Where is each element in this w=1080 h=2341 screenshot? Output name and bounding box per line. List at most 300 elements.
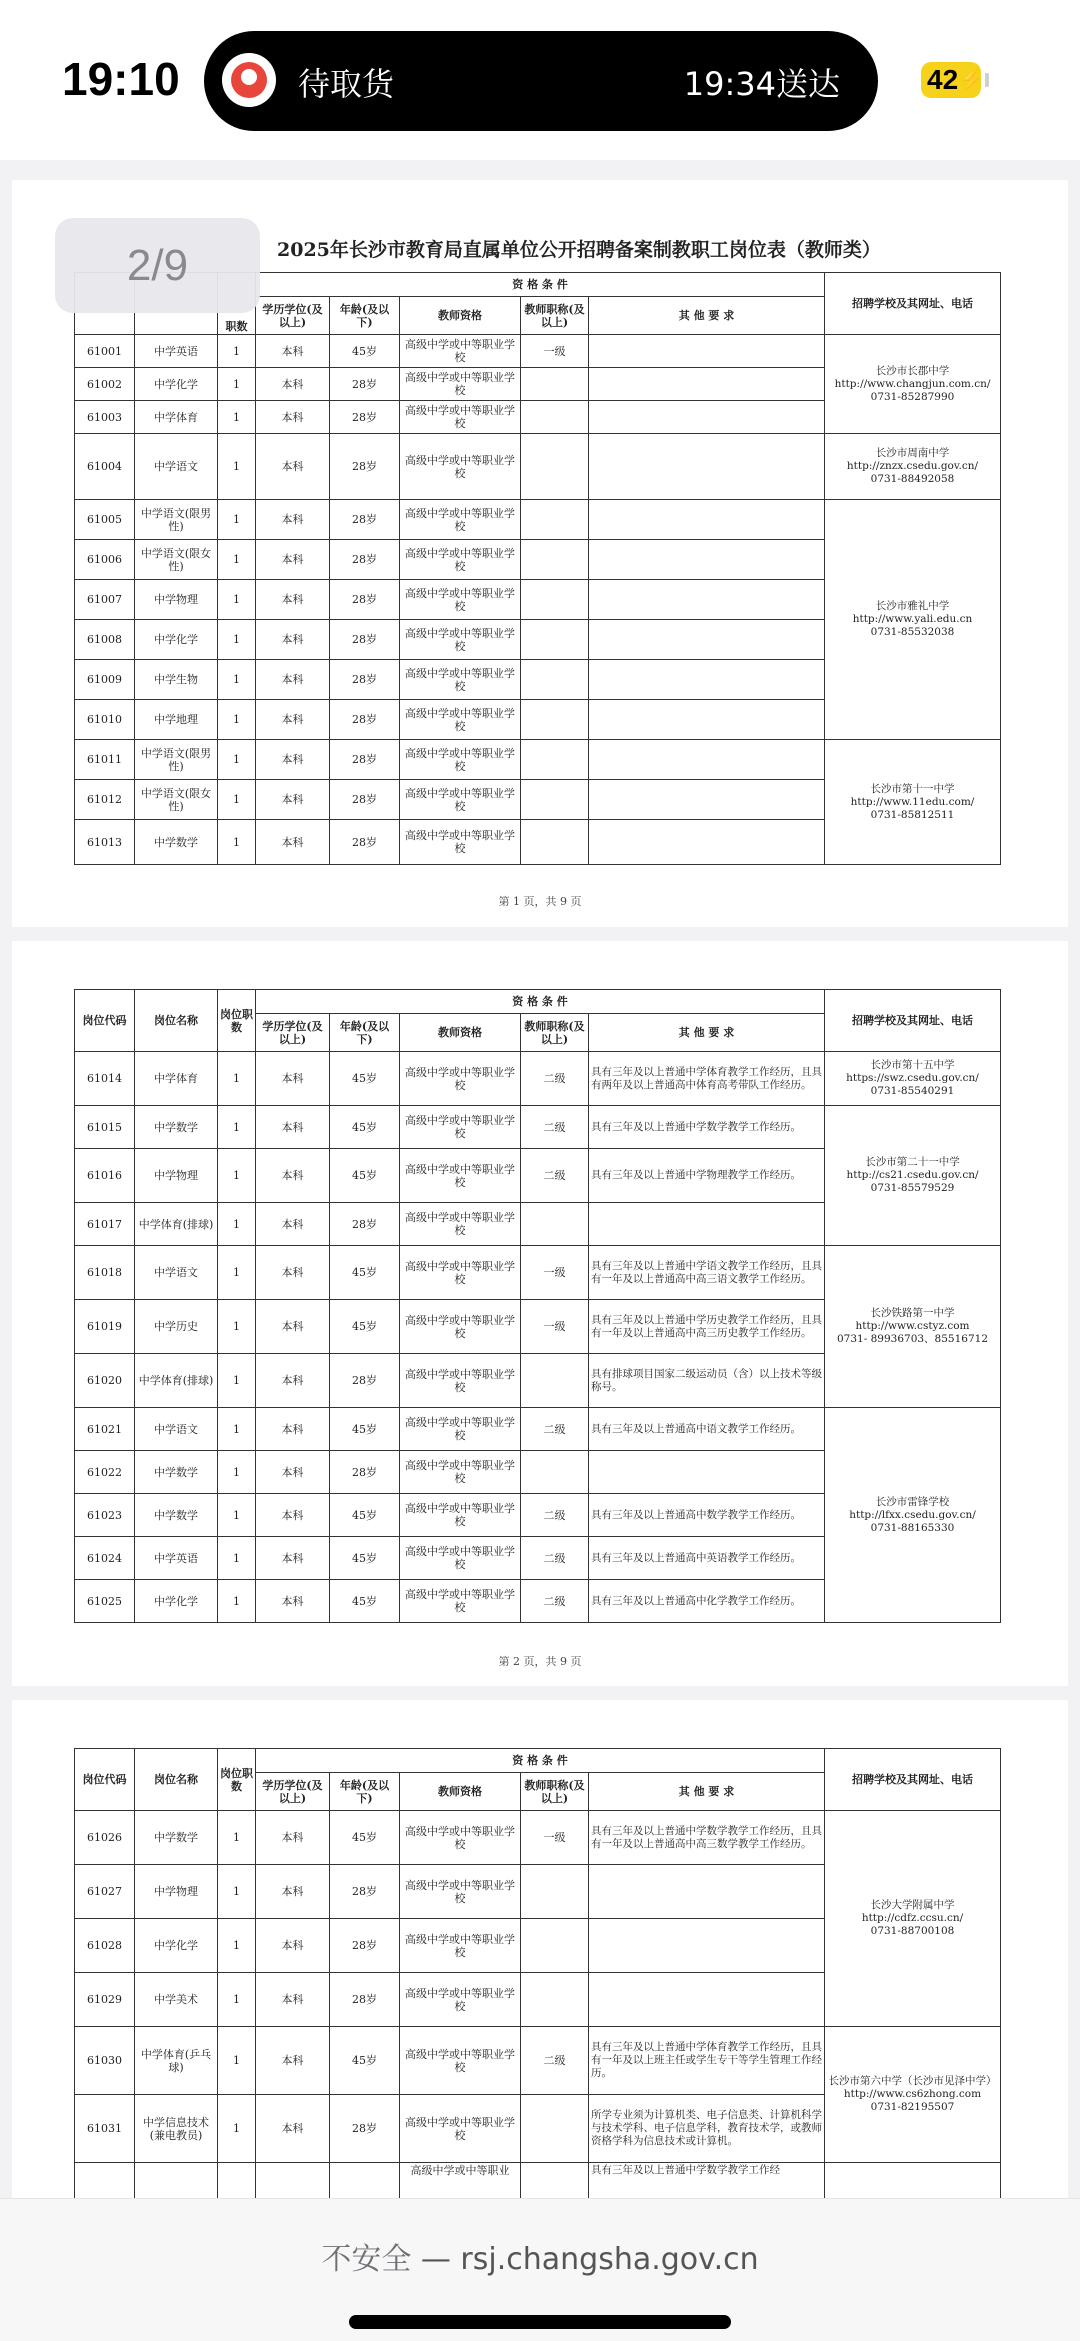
cell-code: 61009 (75, 660, 135, 700)
school-tel: 0731-85812511 (870, 808, 955, 821)
cell-count: 1 (218, 1300, 256, 1354)
status-time: 19:10 (62, 53, 180, 105)
cell-age: 28岁 (330, 434, 400, 500)
cell-cert: 高级中学或中等职业学校 (400, 500, 521, 540)
header-cert: 教师资格 (400, 1773, 521, 1811)
cell-cert: 高级中学或中等职业学校 (400, 1408, 521, 1451)
cell-title (521, 620, 589, 660)
school-url[interactable]: http://znzx.csedu.gov.cn/ (846, 460, 979, 472)
cell-age: 45岁 (330, 1408, 400, 1451)
cell-title (521, 1354, 589, 1408)
cell-other: 具有三年及以上普通中学数学教学工作经 (589, 2163, 825, 2199)
cell-cert: 高级中学或中等职业学校 (400, 620, 521, 660)
cell-title (521, 500, 589, 540)
document-title: 2025年长沙市教育局直属单位公开招聘备案制教职工岗位表（教师类） (277, 239, 881, 261)
battery-level: 42 (927, 64, 959, 95)
cell-other (589, 1451, 825, 1494)
cell-edu: 本科 (256, 335, 330, 368)
school-cell (825, 1246, 1001, 1408)
cell-other: 具有三年及以上普通高中数学教学工作经历。 (589, 1494, 825, 1537)
cell-other (589, 500, 825, 540)
cell-cert: 高级中学或中等职业学校 (400, 1300, 521, 1354)
header-school: 招聘学校及其网址、电话 (825, 1749, 1001, 1811)
cell-other: 具有排球项目国家二级运动员（含）以上技术等级称号。 (589, 1354, 825, 1408)
cell-other (589, 434, 825, 500)
cell-cert: 高级中学或中等职业学校 (400, 1811, 521, 1865)
cell-title (521, 540, 589, 580)
cell-title: 二级 (521, 1408, 589, 1451)
cell-cert: 高级中学或中等职业学校 (400, 700, 521, 740)
cell-edu: 本科 (256, 820, 330, 865)
school-url[interactable]: http://www.11edu.com/ (850, 795, 975, 808)
school-tel: 0731-85540291 (870, 1085, 955, 1097)
school-url[interactable]: https://swz.csedu.gov.cn/ (846, 1072, 979, 1084)
cell-other: 具有三年及以上普通中学体育教学工作经历，且具有一年及以上班主任或学生专干等学生管理工作经历。 (589, 2027, 825, 2095)
cell-name: 中学数学 (135, 1451, 218, 1494)
table-row (75, 740, 1001, 780)
cell-edu: 本科 (256, 780, 330, 820)
cell-empty (330, 2163, 400, 2199)
cell-count: 1 (218, 660, 256, 700)
cell-name: 中学数学 (135, 1811, 218, 1865)
cell-code: 61015 (75, 1106, 135, 1149)
header-code: 岗位代码 (75, 990, 135, 1052)
school-name: 长沙市雷锋学校 (875, 1495, 950, 1508)
cell-code: 61004 (75, 434, 135, 500)
cell-age: 45岁 (330, 2027, 400, 2095)
cell-cert: 高级中学或中等职业学校 (400, 1451, 521, 1494)
cell-age: 28岁 (330, 1919, 400, 1973)
table-row (75, 335, 1001, 368)
cell-name: 中学体育(排球) (135, 1203, 218, 1246)
cell-title: 二级 (521, 1580, 589, 1623)
cell-title: 二级 (521, 1052, 589, 1106)
cell-name: 中学地理 (135, 700, 218, 740)
cell-code: 61031 (75, 2095, 135, 2163)
school-name: 长沙铁路第一中学 (870, 1307, 955, 1319)
cell-count: 1 (218, 1811, 256, 1865)
school-name: 长沙市长郡中学 (875, 364, 950, 377)
cell-name: 中学化学 (135, 1919, 218, 1973)
cell-edu: 本科 (256, 500, 330, 540)
cell-age: 45岁 (330, 1300, 400, 1354)
document-page-3[interactable] (12, 1700, 1068, 2198)
cell-code: 61008 (75, 620, 135, 660)
cell-age: 28岁 (330, 620, 400, 660)
header-edu: 学历学位(及以上) (256, 1773, 330, 1811)
cell-other (589, 580, 825, 620)
cell-other: 具有三年及以上普通中学数学教学工作经历，且具有一年及以上普通高中高三数学教学工作经历。 (589, 1811, 825, 1865)
school-tel: 0731-85532038 (870, 626, 955, 638)
cell-count: 1 (218, 500, 256, 540)
cell-name: 中学语文(限女性) (135, 780, 218, 820)
cell-edu: 本科 (256, 1300, 330, 1354)
cell-edu: 本科 (256, 580, 330, 620)
cell-name: 中学体育 (135, 1052, 218, 1106)
cell-other (589, 1203, 825, 1246)
school-cell (825, 500, 1001, 740)
cell-code: 61017 (75, 1203, 135, 1246)
cell-cert: 高级中学或中等职业学校 (400, 740, 521, 780)
cell-count: 1 (218, 1494, 256, 1537)
cell-code: 61029 (75, 1973, 135, 2027)
cell-other: 具有三年及以上普通中学历史教学工作经历，且具有一年及以上普通高中高三历史教学工作经历。 (589, 1300, 825, 1354)
cell-name: 中学语文 (135, 1246, 218, 1300)
cell-count: 1 (218, 1537, 256, 1580)
cell-other: 所学专业须为计算机类、电子信息类、计算机科学与技术学科、电子信息学科，教育技术学，或教师资格学科为信息技术或计算机。 (589, 2095, 825, 2163)
cell-title (521, 1203, 589, 1246)
cell-name: 中学英语 (135, 1537, 218, 1580)
cell-title (521, 1865, 589, 1919)
cell-name: 中学英语 (135, 335, 218, 368)
url-domain: rsj.changsha.gov.cn (460, 2242, 759, 2277)
header-code: 岗位代码 (75, 1749, 135, 1811)
jobs-table-page-1 (74, 272, 1001, 865)
table-row (75, 1811, 1001, 1865)
cell-age: 28岁 (330, 1451, 400, 1494)
cell-school (825, 2163, 1001, 2199)
school-cell (825, 2027, 1001, 2163)
cell-other (589, 820, 825, 865)
cell-age: 45岁 (330, 1246, 400, 1300)
jobs-table-page-2 (74, 989, 1001, 1623)
cell-other (589, 740, 825, 780)
cell-empty (218, 2163, 256, 2199)
table-row (75, 1106, 1001, 1149)
cell-title (521, 780, 589, 820)
cell-age: 45岁 (330, 1580, 400, 1623)
cell-count: 1 (218, 1052, 256, 1106)
header-age: 年龄(及以下) (330, 297, 400, 335)
cell-count: 1 (218, 1246, 256, 1300)
cell-cert: 高级中学或中等职业学校 (400, 2095, 521, 2163)
cell-cert: 高级中学或中等职业学校 (400, 1494, 521, 1537)
header-count: 岗位职数 (218, 1749, 256, 1811)
cell-count: 1 (218, 540, 256, 580)
cell-title (521, 401, 589, 434)
table-row (75, 2027, 1001, 2095)
cell-code: 61003 (75, 401, 135, 434)
cell-cert: 高级中学或中等职业学校 (400, 1919, 521, 1973)
school-url[interactable]: http://cs21.csedu.gov.cn/ (846, 1169, 979, 1181)
cell-cert: 高级中学或中等职业学校 (400, 2027, 521, 2095)
school-url[interactable]: http://www.cs6zhong.com (843, 2088, 982, 2100)
cell-other: 具有三年及以上普通中学物理教学工作经历。 (589, 1149, 825, 1203)
cell-age: 28岁 (330, 700, 400, 740)
cell-title (521, 1973, 589, 2027)
cell-other: 具有三年及以上普通中学体育教学工作经历，且具有两年及以上普通高中体育高考带队工作经历。 (589, 1052, 825, 1106)
cell-edu: 本科 (256, 401, 330, 434)
header-age: 年龄(及以下) (330, 1773, 400, 1811)
cell-name: 中学数学 (135, 820, 218, 865)
cell-cert: 高级中学或中等职业学校 (400, 1865, 521, 1919)
cell-age: 28岁 (330, 1203, 400, 1246)
cell-code: 61026 (75, 1811, 135, 1865)
header-other: 其 他 要 求 (589, 1014, 825, 1052)
cell-code: 61005 (75, 500, 135, 540)
cell-empty (256, 2163, 330, 2199)
header-qual: 资 格 条 件 (256, 1749, 825, 1773)
cell-cert: 高级中学或中等职业学校 (400, 1106, 521, 1149)
cell-empty (75, 2163, 135, 2199)
header-cert: 教师资格 (400, 1014, 521, 1052)
battery-icon: 42 ⚡ (921, 62, 981, 98)
school-cell (825, 1811, 1001, 2027)
cell-other: 具有三年及以上普通高中化学教学工作经历。 (589, 1580, 825, 1623)
cell-other: 具有三年及以上普通高中语文教学工作经历。 (589, 1408, 825, 1451)
cell-title (521, 700, 589, 740)
school-url[interactable]: http://www.cstyz.com (855, 1320, 970, 1332)
cell-count: 1 (218, 1580, 256, 1623)
cell-code: 61012 (75, 780, 135, 820)
header-count: 岗位职数 (218, 990, 256, 1052)
cell-edu: 本科 (256, 1203, 330, 1246)
cell-other (589, 368, 825, 401)
cell-name: 中学信息技术(兼电教员) (135, 2095, 218, 2163)
cell-other (589, 620, 825, 660)
cell-code: 61023 (75, 1494, 135, 1537)
header-title: 教师职称(及以上) (521, 1773, 589, 1811)
cell-name: 中学语文(限女性) (135, 540, 218, 580)
cell-age: 45岁 (330, 1052, 400, 1106)
school-url[interactable]: http://cdfz.ccsu.cn/ (861, 1912, 964, 1924)
cell-cert: 高级中学或中等职业学校 (400, 1580, 521, 1623)
cell-title (521, 2095, 589, 2163)
cell-edu: 本科 (256, 1246, 330, 1300)
cell-edu: 本科 (256, 1865, 330, 1919)
header-other: 其 他 要 求 (589, 1773, 825, 1811)
cell-edu: 本科 (256, 1354, 330, 1408)
delivery-app-icon (222, 53, 276, 107)
cell-code: 61007 (75, 580, 135, 620)
cell-code: 61030 (75, 2027, 135, 2095)
header-name: 岗位名称 (135, 1749, 218, 1811)
cell-edu: 本科 (256, 1811, 330, 1865)
cell-name: 中学体育 (135, 401, 218, 434)
header-other: 其 他 要 求 (589, 297, 825, 335)
cell-code: 61025 (75, 1580, 135, 1623)
header-edu: 学历学位(及以上) (256, 297, 330, 335)
table-row (75, 1408, 1001, 1451)
document-page-2[interactable] (12, 941, 1068, 1686)
cell-edu: 本科 (256, 1494, 330, 1537)
cell-cert: 高级中学或中等职业学校 (400, 540, 521, 580)
cell-age: 28岁 (330, 660, 400, 700)
school-cell (825, 335, 1001, 434)
cell-name: 中学物理 (135, 1149, 218, 1203)
cell-age: 28岁 (330, 401, 400, 434)
header-cert: 教师资格 (400, 297, 521, 335)
address-bar[interactable] (0, 2234, 1080, 2278)
school-tel: 0731-85287990 (870, 390, 955, 403)
cell-title (521, 820, 589, 865)
cell-age: 28岁 (330, 2095, 400, 2163)
cell-name: 中学历史 (135, 1300, 218, 1354)
school-url[interactable]: http://www.changjun.com.cn/ (834, 377, 991, 390)
cell-name: 中学美术 (135, 1973, 218, 2027)
cell-count: 1 (218, 1408, 256, 1451)
cell-code: 61021 (75, 1408, 135, 1451)
cell-name: 中学语文 (135, 434, 218, 500)
school-url[interactable]: http://lfxx.csedu.gov.cn/ (849, 1508, 976, 1521)
cell-other (589, 660, 825, 700)
cell-other (589, 540, 825, 580)
cell-title (521, 2163, 589, 2199)
page-footer: 第 2 页，共 9 页 (498, 1655, 582, 1668)
cell-count: 1 (218, 780, 256, 820)
cell-cert: 高级中学或中等职业学校 (400, 660, 521, 700)
cell-edu: 本科 (256, 700, 330, 740)
school-name: 长沙市雅礼中学 (875, 600, 950, 612)
cell-title (521, 368, 589, 401)
cell-other: 具有三年及以上普通中学语文教学工作经历，且具有一年及以上普通高中高三语文教学工作经历。 (589, 1246, 825, 1300)
cell-cert: 高级中学或中等职业学校 (400, 434, 521, 500)
cell-title (521, 434, 589, 500)
cell-code: 61002 (75, 368, 135, 401)
cell-empty (135, 2163, 218, 2199)
cell-count: 1 (218, 1106, 256, 1149)
school-tel: 0731-88700108 (870, 1925, 955, 1937)
header-qual: 资 格 条 件 (256, 990, 825, 1014)
cell-title (521, 1919, 589, 1973)
status-bar (0, 0, 1080, 160)
cell-cert: 高级中学或中等职业 (400, 2163, 521, 2199)
cell-count: 1 (218, 620, 256, 660)
cell-name: 中学语文(限男性) (135, 500, 218, 540)
school-tel: 0731-88165330 (870, 1521, 955, 1534)
cell-edu: 本科 (256, 1973, 330, 2027)
cell-code: 61014 (75, 1052, 135, 1106)
cell-count: 1 (218, 1451, 256, 1494)
school-tel: 0731-88492058 (870, 473, 955, 485)
cell-code: 61016 (75, 1149, 135, 1203)
cell-cert: 高级中学或中等职业学校 (400, 368, 521, 401)
cell-other (589, 700, 825, 740)
school-name: 长沙市第六中学（长沙市见泽中学） (828, 2075, 997, 2087)
cell-name: 中学体育(排球) (135, 1354, 218, 1408)
browser-bottom-bar[interactable] (0, 2198, 1080, 2341)
cell-cert: 高级中学或中等职业学校 (400, 1052, 521, 1106)
cell-edu: 本科 (256, 540, 330, 580)
cell-code: 61020 (75, 1354, 135, 1408)
cell-edu: 本科 (256, 660, 330, 700)
cell-code: 61013 (75, 820, 135, 865)
cell-age: 28岁 (330, 368, 400, 401)
cell-count: 1 (218, 740, 256, 780)
live-activity[interactable] (204, 31, 878, 131)
cell-edu: 本科 (256, 740, 330, 780)
table-row (75, 434, 1001, 500)
cell-title: 二级 (521, 1494, 589, 1537)
cell-count: 1 (218, 1865, 256, 1919)
cell-name: 中学语文 (135, 1408, 218, 1451)
cell-age: 45岁 (330, 1811, 400, 1865)
cell-code: 61018 (75, 1246, 135, 1300)
cell-other (589, 401, 825, 434)
cell-code: 61027 (75, 1865, 135, 1919)
page-indicator: 2/9 (55, 218, 260, 313)
cell-edu: 本科 (256, 1052, 330, 1106)
cell-other (589, 1919, 825, 1973)
cell-code: 61024 (75, 1537, 135, 1580)
header-title: 教师职称(及以上) (521, 1014, 589, 1052)
cell-edu: 本科 (256, 434, 330, 500)
cell-cert: 高级中学或中等职业学校 (400, 580, 521, 620)
cell-title: 二级 (521, 2027, 589, 2095)
cell-cert: 高级中学或中等职业学校 (400, 1354, 521, 1408)
cell-edu: 本科 (256, 1408, 330, 1451)
school-tel: 0731-82195507 (870, 2101, 955, 2113)
page-footer: 第 1 页，共 9 页 (498, 895, 582, 908)
school-cell (825, 740, 1001, 865)
school-cell (825, 1408, 1001, 1623)
cell-name: 中学化学 (135, 368, 218, 401)
school-name: 长沙大学附属中学 (870, 1899, 955, 1911)
cell-count: 1 (218, 580, 256, 620)
cell-cert: 高级中学或中等职业学校 (400, 780, 521, 820)
cell-age: 45岁 (330, 1106, 400, 1149)
cell-code: 61019 (75, 1300, 135, 1354)
cell-name: 中学化学 (135, 620, 218, 660)
cell-count: 1 (218, 2095, 256, 2163)
cell-edu: 本科 (256, 620, 330, 660)
cell-code: 61022 (75, 1451, 135, 1494)
home-indicator[interactable] (349, 2315, 731, 2329)
cell-title (521, 660, 589, 700)
cell-count: 1 (218, 1203, 256, 1246)
school-url[interactable]: http://www.yali.edu.cn (852, 613, 973, 625)
header-school: 招聘学校及其网址、电话 (825, 990, 1001, 1052)
battery-tip-icon (985, 73, 989, 87)
cell-age: 28岁 (330, 1865, 400, 1919)
jobs-table-page-3 (74, 1748, 1001, 2198)
cell-title (521, 580, 589, 620)
cell-count: 1 (218, 1354, 256, 1408)
cell-cert: 高级中学或中等职业学校 (400, 1973, 521, 2027)
header-title: 教师职称(及以上) (521, 297, 589, 335)
cell-cert: 高级中学或中等职业学校 (400, 401, 521, 434)
cell-name: 中学物理 (135, 1865, 218, 1919)
cell-other (589, 335, 825, 368)
cell-edu: 本科 (256, 368, 330, 401)
cell-cert: 高级中学或中等职业学校 (400, 820, 521, 865)
cell-edu: 本科 (256, 1106, 330, 1149)
cell-name: 中学数学 (135, 1106, 218, 1149)
header-name: 岗位名称 (135, 990, 218, 1052)
cell-code: 61010 (75, 700, 135, 740)
cell-cert: 高级中学或中等职业学校 (400, 1537, 521, 1580)
cell-cert: 高级中学或中等职业学校 (400, 335, 521, 368)
cell-title: 一级 (521, 1811, 589, 1865)
cell-age: 45岁 (330, 1149, 400, 1203)
school-tel: 0731- 89936703、85516712 (837, 1333, 988, 1345)
cell-title: 二级 (521, 1537, 589, 1580)
cell-age: 28岁 (330, 1354, 400, 1408)
cell-age: 28岁 (330, 780, 400, 820)
cell-count: 1 (218, 820, 256, 865)
cell-title: 一级 (521, 335, 589, 368)
cell-code: 61028 (75, 1919, 135, 1973)
school-name: 长沙市第二十一中学 (865, 1156, 960, 1168)
header-count: 职数 (218, 273, 256, 335)
cell-title: 二级 (521, 1149, 589, 1203)
cell-edu: 本科 (256, 2027, 330, 2095)
cell-age: 28岁 (330, 500, 400, 540)
cell-code: 61006 (75, 540, 135, 580)
cell-other: 具有三年及以上普通中学数学教学工作经历。 (589, 1106, 825, 1149)
live-activity-eta: 19:34送达 (683, 65, 840, 103)
cell-count: 1 (218, 368, 256, 401)
